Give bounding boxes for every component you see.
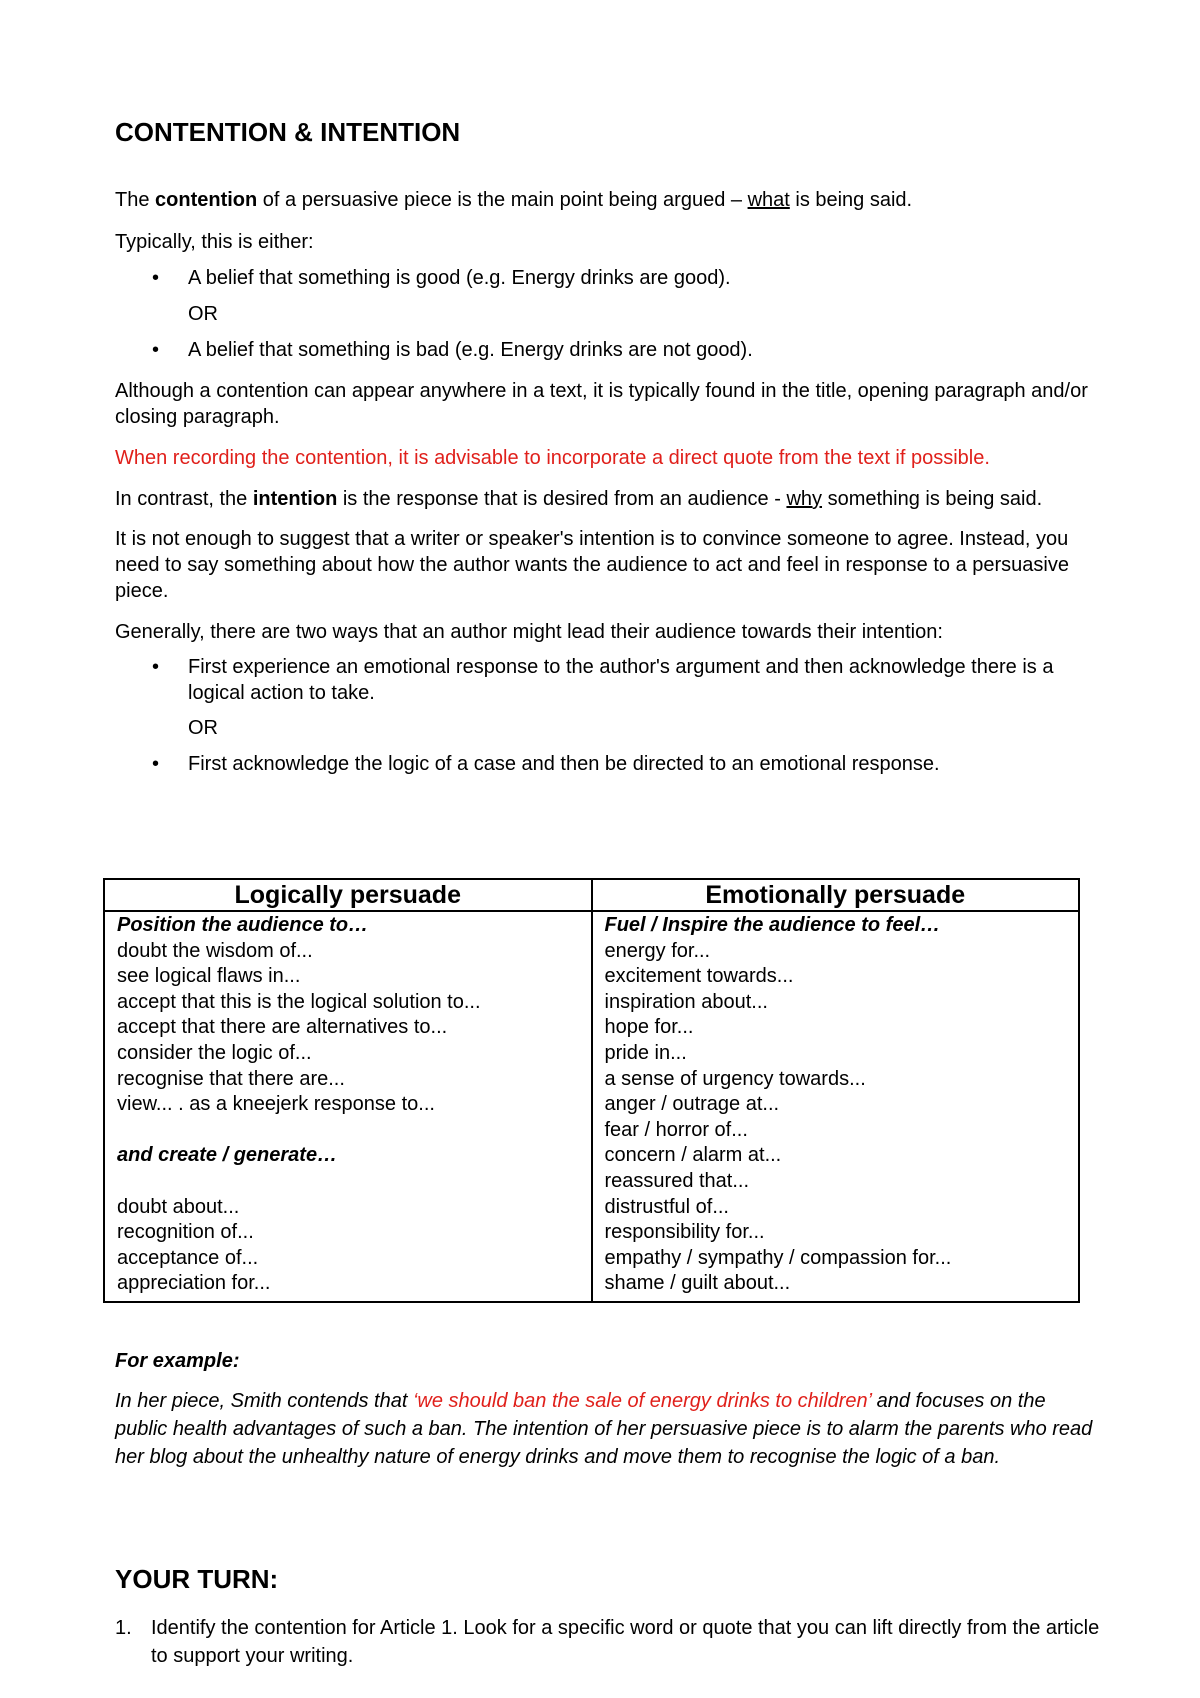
bullet-icon: •: [152, 656, 160, 678]
list-item: recognise that there are...: [117, 1067, 345, 1090]
bullet-icon: •: [152, 339, 160, 361]
your-turn-heading: YOUR TURN:: [115, 1564, 279, 1594]
list-item: doubt the wisdom of...: [117, 939, 313, 962]
list-item: reassured that...: [604, 1169, 750, 1192]
contention-paragraph: [115, 186, 1090, 214]
create-subheading: and create / generate…: [117, 1144, 338, 1167]
typically-paragraph: Typically, this is either:: [115, 231, 314, 253]
intention-term: intention: [252, 488, 338, 510]
your-turn-section: [115, 1562, 1100, 1670]
text-span: In contrast, the: [115, 488, 253, 510]
example-paragraph: [115, 1387, 1100, 1471]
example-label: For example:: [115, 1350, 240, 1372]
list-item: recognition of...: [117, 1221, 254, 1244]
list-item: responsibility for...: [604, 1221, 765, 1244]
list-item-text: First acknowledge the logic of a case and then be directed to an emotional response.: [188, 753, 940, 775]
or-label: OR: [188, 717, 218, 739]
ways-list: [115, 654, 1090, 706]
logical-column: [104, 911, 592, 1302]
emotionally-persuade-header: Emotionally persuade: [592, 879, 1080, 911]
list-item: inspiration about...: [604, 990, 768, 1013]
contention-term: contention: [155, 189, 258, 211]
text-span: and focuses on the public health advantages of such a ban. The intention of her persuasive piece is to alarm the parents who read her blog about the unhealthy nature of energy drinks and move them to recognise the logic of a ban.: [115, 1390, 1093, 1468]
list-item: empathy / sympathy / compassion for...: [604, 1246, 952, 1269]
list-item: consider the logic of...: [117, 1041, 312, 1064]
logically-persuade-header: Logically persuade: [104, 879, 592, 911]
list-item: concern / alarm at...: [604, 1144, 782, 1167]
although-paragraph: Although a contention can appear anywhere in a text, it is typically found in the title, opening paragraph and/or closing paragraph.: [115, 380, 1088, 428]
list-item: [115, 264, 1090, 292]
position-subheading: Position the audience to…: [117, 914, 369, 936]
list-item: doubt about...: [117, 1195, 240, 1218]
ways-list-2: [115, 750, 1090, 778]
page-title: CONTENTION & INTENTION: [115, 117, 461, 147]
example-quote: ‘we should ban the sale of energy drinks to children’: [412, 1390, 872, 1412]
fuel-subheading: Fuel / Inspire the audience to feel…: [604, 914, 941, 936]
bullet-icon: •: [152, 267, 160, 289]
list-item: pride in...: [604, 1041, 687, 1064]
list-item: shame / guilt about...: [604, 1272, 791, 1295]
text-span: something is being said.: [822, 488, 1043, 510]
text-span: The: [115, 189, 156, 211]
list-item: [115, 654, 1090, 706]
advice-paragraph: When recording the contention, it is advisable to incorporate a direct quote from the text if possible.: [115, 447, 990, 469]
emotional-column: [592, 911, 1080, 1302]
task-number: 1.: [115, 1617, 132, 1639]
list-item: appreciation for...: [117, 1272, 271, 1295]
intention-paragraph: [115, 486, 1090, 512]
persuasion-table: [103, 878, 1080, 1303]
belief-list: [115, 264, 1090, 292]
text-span: In her piece, Smith contends that: [115, 1390, 413, 1412]
not-enough-paragraph: It is not enough to suggest that a writer or speaker's intention is to convince someone to agree. Instead, you need to say something about how the author wants the audience to act and feel in response to a persuasive piece.: [115, 528, 1069, 602]
spacer: [117, 1169, 581, 1195]
list-item: excitement towards...: [604, 965, 794, 988]
list-item: view... . as a kneejerk response to...: [117, 1093, 435, 1116]
bullet-icon: •: [152, 753, 160, 775]
list-item: [115, 750, 1090, 778]
list-item: acceptance of...: [117, 1246, 259, 1269]
list-item: accept that this is the logical solution to...: [117, 990, 481, 1013]
list-item-text: A belief that something is bad (e.g. Energy drinks are not good).: [188, 339, 753, 361]
table-row: [104, 911, 1079, 1302]
list-item: [115, 336, 1090, 364]
example-section: [115, 1347, 1100, 1471]
generally-paragraph: Generally, there are two ways that an author might lead their audience towards their intention:: [115, 621, 943, 643]
list-item-text: A belief that something is good (e.g. Energy drinks are good).: [188, 267, 731, 289]
list-item: energy for...: [604, 939, 711, 962]
list-item: anger / outrage at...: [604, 1093, 780, 1116]
list-item: [115, 1614, 1100, 1670]
text-span: is the response that is desired from an audience -: [337, 488, 787, 510]
task-list: [115, 1614, 1100, 1670]
text-span: of a persuasive piece is the main point being argued –: [257, 189, 748, 211]
table-header-row: [104, 879, 1079, 911]
list-item: a sense of urgency towards...: [604, 1067, 866, 1090]
main-content: [115, 112, 1090, 778]
what-emphasis: what: [747, 189, 790, 211]
spacer: [117, 1118, 581, 1144]
why-emphasis: why: [786, 488, 823, 510]
list-item-text: First experience an emotional response to the author's argument and then acknowledge there is a logical action to take.: [188, 656, 1054, 704]
list-item: accept that there are alternatives to...: [117, 1016, 448, 1039]
belief-list-2: [115, 336, 1090, 364]
list-item: fear / horror of...: [604, 1118, 748, 1141]
list-item: distrustful of...: [604, 1195, 729, 1218]
text-span: is being said.: [789, 189, 913, 211]
task-text: Identify the contention for Article 1. Look for a specific word or quote that you can lift directly from the article to support your writing.: [151, 1617, 1100, 1667]
list-item: see logical flaws in...: [117, 965, 301, 988]
list-item: hope for...: [604, 1016, 694, 1039]
or-label: OR: [188, 303, 218, 325]
